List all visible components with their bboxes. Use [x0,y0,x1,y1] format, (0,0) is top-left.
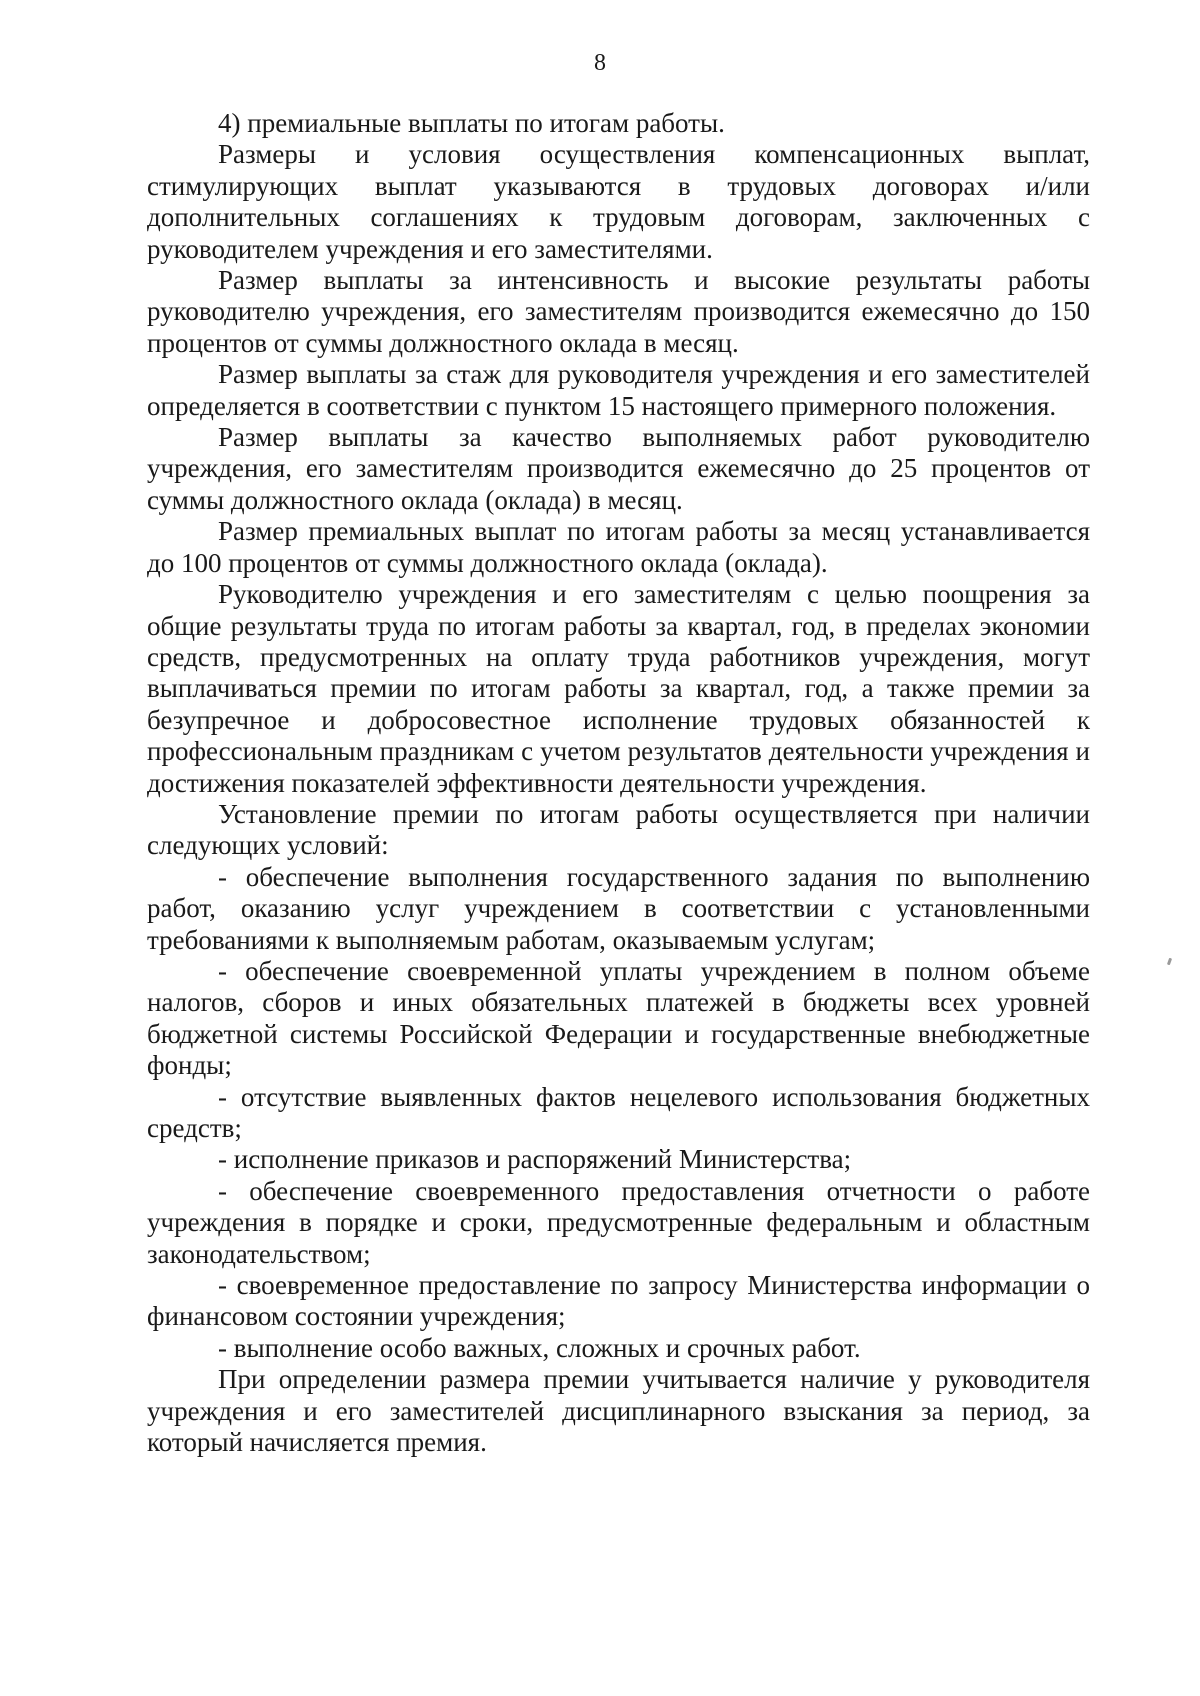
paragraph-intensity-payment: Размер выплаты за интенсивность и высокие результаты работы руководителю учреждения, его заместителям производится ежемесячно до 150 процентов от суммы должностного оклада в месяц. [147,265,1090,358]
document-body [147,108,1090,1458]
list-item-orders-execution: - исполнение приказов и распоряжений Министерства; [218,1144,852,1175]
paragraph-quality-payment: Размер выплаты за качество выполняемых работ руководителю учреждения, его заместителям производится ежемесячно до 25 процентов от суммы должностного оклада (оклада) в месяц. [147,422,1090,515]
page-number: 8 [594,50,606,76]
list-item-reporting: - обеспечение своевременного предоставления отчетности о работе учреждения в порядке и сроки, предусмотренные федеральным и областным законодательством; [147,1175,1090,1269]
list-item-state-assignment: - обеспечение выполнения государственного задания по выполнению работ, оказанию услуг учреждением в соответствии с установленными требованиями к выполняемым работам, оказываемым услугам; [147,861,1090,955]
paragraph-quarterly-bonus: Руководителю учреждения и его заместителям с целью поощрения за общие результаты труда по итогам работы за квартал, год, в пределах экономии средств, предусмотренных на оплату труда работников учреждения, могут выплачиваться премии по итогам работы за квартал, год, а также премии за безупречное и добросовестное исполнение трудовых обязанностей к профессиональным праздникам с учетом результатов деятельности учреждения и достижения показателей эффективности деятельности учреждения. [147,579,1090,798]
paragraph-seniority-payment: Размер выплаты за стаж для руководителя учреждения и его заместителей определяется в соответствии с пунктом 15 настоящего примерного положения. [147,359,1090,421]
paragraph-payment-conditions: Размеры и условия осуществления компенсационных выплат, стимулирующих выплат указываются в трудовых договорах и/или дополнительных соглашениях к трудовым договорам, заключенных с руководителем учреждения и его заместителями. [147,139,1090,264]
list-item-financial-info: - своевременное предоставление по запросу Министерства информации о финансовом состоянии учреждения; [147,1270,1090,1332]
list-item-urgent-work: - выполнение особо важных, сложных и срочных работ. [218,1332,861,1363]
list-item-tax-payment: - обеспечение своевременной уплаты учреждением в полном объеме налогов, сборов и иных обязательных платежей в бюджеты всех уровней бюджетной системы Российской Федерации и государственные внебюджетные фонды; [147,955,1090,1081]
scan-speck [1167,958,1172,966]
paragraph-disciplinary-penalty: При определении размера премии учитывается наличие у руководителя учреждения и его заместителей дисциплинарного взыскания за период, за который начисляется премия. [147,1364,1090,1458]
paragraph-bonus-conditions-intro: Установление премии по итогам работы осуществляется при наличии следующих условий: [147,798,1090,861]
list-item-no-misuse: - отсутствие выявленных фактов нецелевого использования бюджетных средств; [147,1081,1090,1143]
paragraph-monthly-bonus: Размер премиальных выплат по итогам работы за месяц устанавливается до 100 процентов от суммы должностного оклада (оклада). [147,516,1090,578]
paragraph-bonus-item: 4) премиальные выплаты по итогам работы. [218,108,725,138]
